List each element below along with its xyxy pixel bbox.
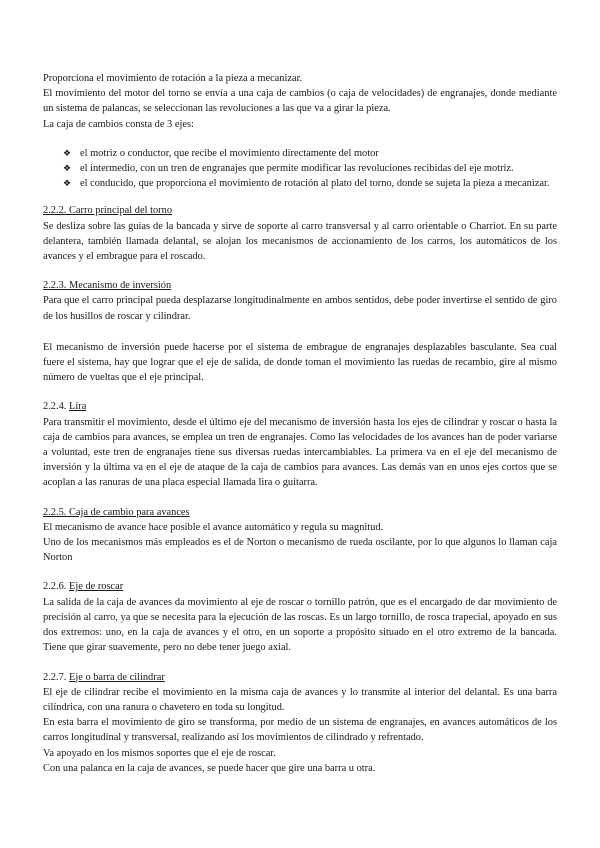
- section-number: 2.2.6.: [43, 581, 67, 593]
- section-paragraph: En esta barra el movimiento de giro se transforma, por medio de un sistema de engranajes, en avances automáticos de los carros longitudinal y transversal, realizando así los movimientos de cilindrado y refrentado.: [43, 717, 557, 744]
- list-item-text: el conducido, que proporciona el movimiento de rotación al plato del torno, donde se sujeta la pieza a mecanizar.: [80, 178, 550, 190]
- section-heading: [43, 278, 557, 293]
- list-item-text: el motriz o conductor, que recibe el movimiento directamente del motor: [80, 147, 379, 159]
- section-caja-cambio-avances: [43, 505, 557, 566]
- section-paragraph: Para transmitir el movimiento, desde el último eje del mecanismo de inversión hasta los ejes de cilindrar y roscar o hasta la caja de cambios para avances, se emplea un tren de engranajes. Como las velocidades de los avances han de poder variarse a voluntad, este tren de engranajes tiene sus diversas ruedas intercambiables. La primera va en el eje del mecanismo de inversión y la última va en el eje de ataque de la caja de cambios para avances. Las demás van en unos ejes cortos que se acoplan a las ranuras de una placa especial llamada lira o guitarra.: [43, 416, 557, 489]
- list-item: [63, 176, 557, 191]
- section-title: Caja de cambio para avances: [69, 506, 190, 518]
- section-paragraph: Con una palanca en la caja de avances, se puede hacer que gire una barra u otra.: [43, 762, 376, 774]
- section-heading: [43, 203, 557, 218]
- section-number: 2.2.2.: [43, 205, 67, 217]
- intro-line: El movimiento del motor del torno se envía a una caja de cambios (o caja de velocidades) de engranajes, donde mediante un sistema de palancas, se seleccionan las revoluciones a las que va a girar la pieza.: [43, 88, 557, 115]
- intro-line: La caja de cambios consta de 3 ejes:: [43, 118, 194, 130]
- section-eje-roscar: [43, 579, 557, 655]
- section-title: Mecanismo de inversión: [69, 280, 172, 292]
- section-number: 2.2.3.: [43, 280, 67, 292]
- section-heading: [43, 579, 557, 594]
- section-lira: [43, 399, 557, 490]
- section-number: 2.2.5.: [43, 506, 67, 518]
- section-title: Lira: [69, 401, 87, 413]
- document-page: [43, 71, 557, 776]
- section-title: Eje de roscar: [69, 581, 124, 593]
- list-item: [63, 161, 557, 176]
- intro-line: Proporciona el movimiento de rotación a la pieza a mecanizar.: [43, 73, 303, 84]
- section-number: 2.2.7.: [43, 671, 67, 683]
- diamond-bullet-icon: ❖: [63, 163, 72, 174]
- list-item-text: el intermedio, con un tren de engranajes que permite modificar las revoluciones recibidas del eje motriz.: [80, 163, 514, 175]
- section-title: Eje o barra de cilindrar: [69, 671, 165, 683]
- section-heading: [43, 399, 557, 414]
- section-paragraph: Se desliza sobre las guías de la bancada y sirve de soporte al carro transversal y al carro orientable o Charriot. En su parte delantera, también llamada delantal, se alojan los mecanismos de accionamiento de los carros, los automáticos de los avances y el embrague para el roscado.: [43, 220, 557, 263]
- diamond-bullet-icon: ❖: [63, 178, 72, 189]
- section-title: Carro principal del torno: [69, 205, 173, 217]
- section-paragraph: Uno de los mecanismos más empleados es el de Norton o mecanismo de rueda oscilante, por lo que algunos lo llaman caja Norton: [43, 537, 557, 564]
- list-item: [63, 146, 557, 161]
- section-carro-principal: [43, 203, 557, 264]
- section-heading: [43, 670, 557, 685]
- section-mecanismo-inversion: [43, 278, 557, 385]
- section-paragraph: El mecanismo de inversión puede hacerse por el sistema de embrague de engranajes desplazables basculante. Sea cual fuere el sistema, hay que lograr que el eje de salida, de donde toman el movimiento las ruedas de recambio, gire al mismo número de vueltas que el eje principal.: [43, 341, 557, 384]
- axis-list: [43, 146, 557, 192]
- section-heading: [43, 505, 557, 520]
- section-paragraph: Para que el carro principal pueda desplazarse longitudinalmente en ambos sentidos, debe poder invertirse el sentido de giro de los husillos de roscar y cilindrar.: [43, 295, 557, 322]
- section-paragraph: El mecanismo de avance hace posible el avance automático y regula su magnitud.: [43, 521, 384, 533]
- section-paragraph: La salida de la caja de avances da movimiento al eje de roscar o tornillo patrón, que es el encargado de dar movimiento de precisión al carro, ya que se necesita para la ejecución de las roscas. Es un largo tornillo, de rosca trapecial, apoyado en sus dos extremos: uno, en la caja de avances y el otro, en un soporte a propósito situado en el otro extremo de la bancada. Tiene que girar suavemente, pero no debe tener juego axial.: [43, 596, 557, 654]
- intro-block: [43, 71, 557, 191]
- section-eje-cilindrar: [43, 670, 557, 776]
- section-paragraph: Va apoyado en los mismos soportes que el eje de roscar.: [43, 747, 276, 759]
- section-paragraph: El eje de cilindrar recibe el movimiento en la misma caja de avances y lo transmite al interior del delantal. Es una barra cilíndrica, con una ranura o chavetero en toda su longitud.: [43, 686, 557, 713]
- section-number: 2.2.4.: [43, 401, 67, 413]
- diamond-bullet-icon: ❖: [63, 147, 72, 158]
